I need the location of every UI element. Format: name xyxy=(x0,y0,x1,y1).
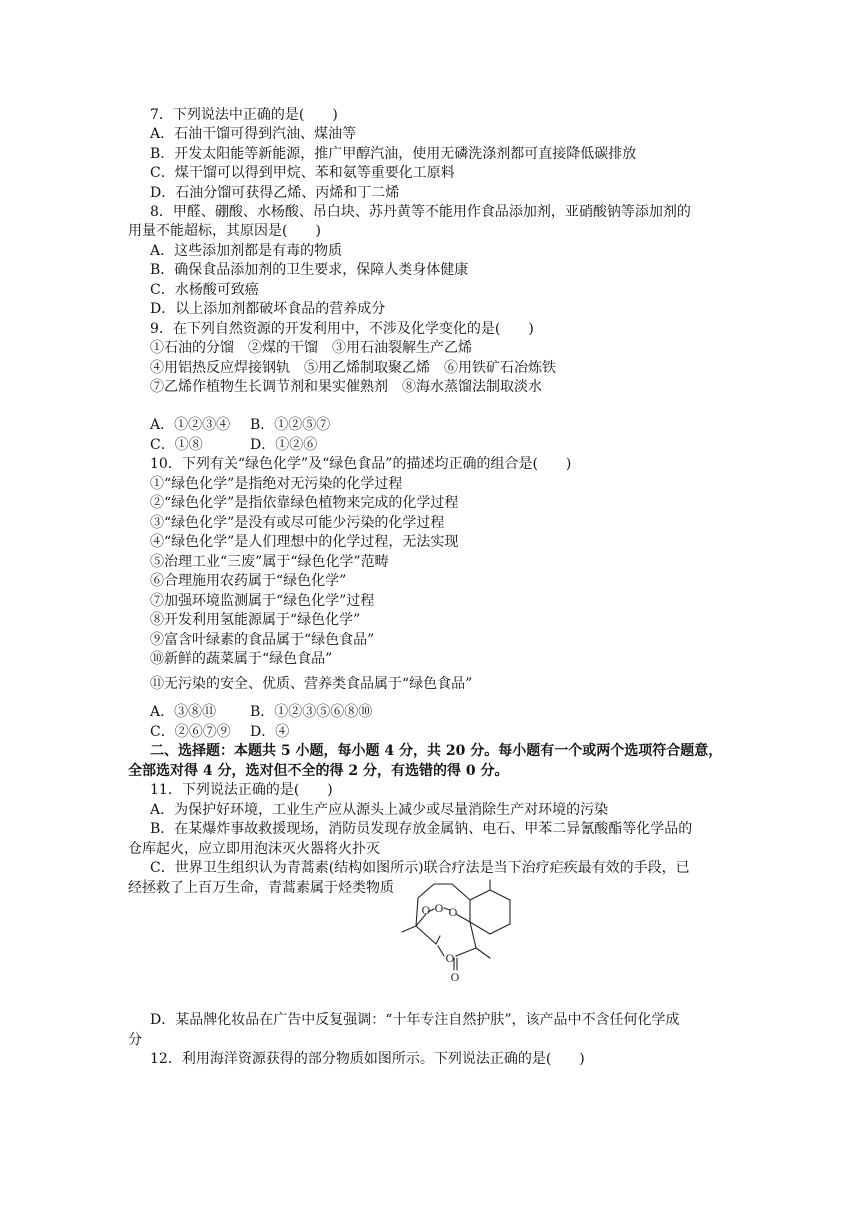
q11-option-c: C．世界卫生组织认为青蒿素(结构如图所示)联合疗法是当下治疗疟疾最有效的手段，已 xyxy=(150,860,690,876)
q10-choices-row xyxy=(150,703,770,722)
section2-heading-cont: 全部选对得 4 分，选对但不全的得 2 分，有选错的得 0 分。 xyxy=(128,763,509,779)
q7-option-a: A．石油干馏可得到汽油、煤油等 xyxy=(150,126,357,142)
q7-stem: 7．下列说法中正确的是( ) xyxy=(150,107,338,123)
q8-option-c: C．水杨酸可致癌 xyxy=(150,282,259,298)
q10-item: ⑩新鲜的蔬菜属于“绿色食品” xyxy=(150,651,333,667)
q11-option-d-cont: 分 xyxy=(128,1032,142,1048)
q11-option-c-cont: 经拯救了上百万生命，青蒿素属于烃类物质 xyxy=(128,880,394,896)
q7-option-b: B．开发太阳能等新能源，推广甲醇汽油，使用无磷洗涤剂都可直接降低碳排放 xyxy=(150,146,637,162)
q10-item: ④“绿色化学”是人们理想中的化学过程，无法实现 xyxy=(150,534,459,550)
q8-stem-cont: 用量不能超标，其原因是( ) xyxy=(128,223,321,239)
q8-stem: 8．甲醛、硼酸、水杨酸、吊白块、苏丹黄等不能用作食品添加剂，亚硝酸钠等添加剂的 xyxy=(150,204,691,220)
q9-item-line: ④用铝热反应焊接钢轨 ⑤用乙烯制取聚乙烯 ⑥用铁矿石冶炼铁 xyxy=(150,360,556,376)
atom-label: O xyxy=(450,970,460,984)
q10-item: ⑪无污染的安全、优质、营养类食品属于“绿色食品” xyxy=(150,676,473,692)
q9-choice-b: B．①②⑤⑦ xyxy=(250,417,331,433)
q10-item: ⑧开发利用氢能源属于“绿色化学” xyxy=(150,612,361,628)
artemisinin-structure-diagram xyxy=(392,876,526,984)
atom-label: O xyxy=(421,903,431,917)
q11-option-b-cont: 仓库起火，应立即用泡沫灭火器将火扑灭 xyxy=(128,841,380,857)
atom-label: O xyxy=(445,951,455,965)
q10-choice-d: D．④ xyxy=(250,724,290,740)
q7-option-d: D．石油分馏可获得乙烯、丙烯和丁二烯 xyxy=(150,185,400,201)
q10-choice-b: B．①②③⑤⑥⑧⑩ xyxy=(250,704,373,720)
q10-item: ⑦加强环境监测属于“绿色化学”过程 xyxy=(150,593,375,609)
q10-item: ⑥合理施用农药属于“绿色化学” xyxy=(150,573,347,589)
q10-item: ①“绿色化学”是指绝对无污染的化学过程 xyxy=(150,476,403,492)
q11-option-d: D．某品牌化妆品在广告中反复强调：“十年专注自然护肤”，该产品中不含任何化学成 xyxy=(150,1012,680,1028)
q7-option-c: C．煤干馏可以得到甲烷、苯和氨等重要化工原料 xyxy=(150,165,455,181)
atom-label: O xyxy=(434,901,444,915)
atom-label: O xyxy=(448,905,458,919)
q9-choice-a: A．①②③④ xyxy=(150,417,231,433)
q10-choice-a: A．③⑧⑪ xyxy=(150,704,217,720)
q9-stem: 9．在下列自然资源的开发利用中，不涉及化学变化的是( ) xyxy=(150,321,534,337)
q9-choice-d: D．①②⑥ xyxy=(250,437,318,453)
q10-stem: 10．下列有关“绿色化学”及“绿色食品”的描述均正确的组合是( ) xyxy=(150,456,572,472)
q9-item-line: ⑦乙烯作植物生长调节剂和果实催熟剂 ⑧海水蒸馏法制取淡水 xyxy=(150,379,542,395)
q10-choice-c: C．②⑥⑦⑨ xyxy=(150,724,231,740)
q11-option-b: B．在某爆炸事故救援现场，消防员发现存放金属钠、电石、甲苯二异氰酸酯等化学品的 xyxy=(150,821,693,837)
section2-heading: 二、选择题：本题共 5 小题，每小题 4 分，共 20 分。每小题有一个或两个选项符合题意， xyxy=(150,743,723,759)
q10-item: ③“绿色化学”是没有或尽可能少污染的化学过程 xyxy=(150,515,445,531)
q12-stem: 12．利用海洋资源获得的部分物质如图所示。下列说法正确的是( ) xyxy=(150,1051,585,1067)
q9-choices-row xyxy=(150,416,770,435)
q9-choice-c: C．①⑧ xyxy=(150,437,203,453)
q10-choices-row xyxy=(150,723,770,742)
q8-option-d: D．以上添加剂都破坏食品的营养成分 xyxy=(150,301,386,317)
q9-item-line: ①石油的分馏 ②煤的干馏 ③用石油裂解生产乙烯 xyxy=(150,340,472,356)
q9-choices-row xyxy=(150,436,770,455)
q8-option-a: A．这些添加剂都是有毒的物质 xyxy=(150,243,343,259)
q10-item: ⑨富含叶绿素的食品属于“绿色食品” xyxy=(150,632,375,648)
q11-stem: 11．下列说法正确的是( ) xyxy=(150,782,333,798)
q8-option-b: B．确保食品添加剂的卫生要求，保障人类身体健康 xyxy=(150,262,469,278)
q11-option-a: A．为保护好环境，工业生产应从源头上减少或尽量消除生产对环境的污染 xyxy=(150,802,609,818)
q10-item: ⑤治理工业“三废”属于“绿色化学”范畴 xyxy=(150,554,389,570)
q10-item: ②“绿色化学”是指依靠绿色植物来完成的化学过程 xyxy=(150,495,459,511)
